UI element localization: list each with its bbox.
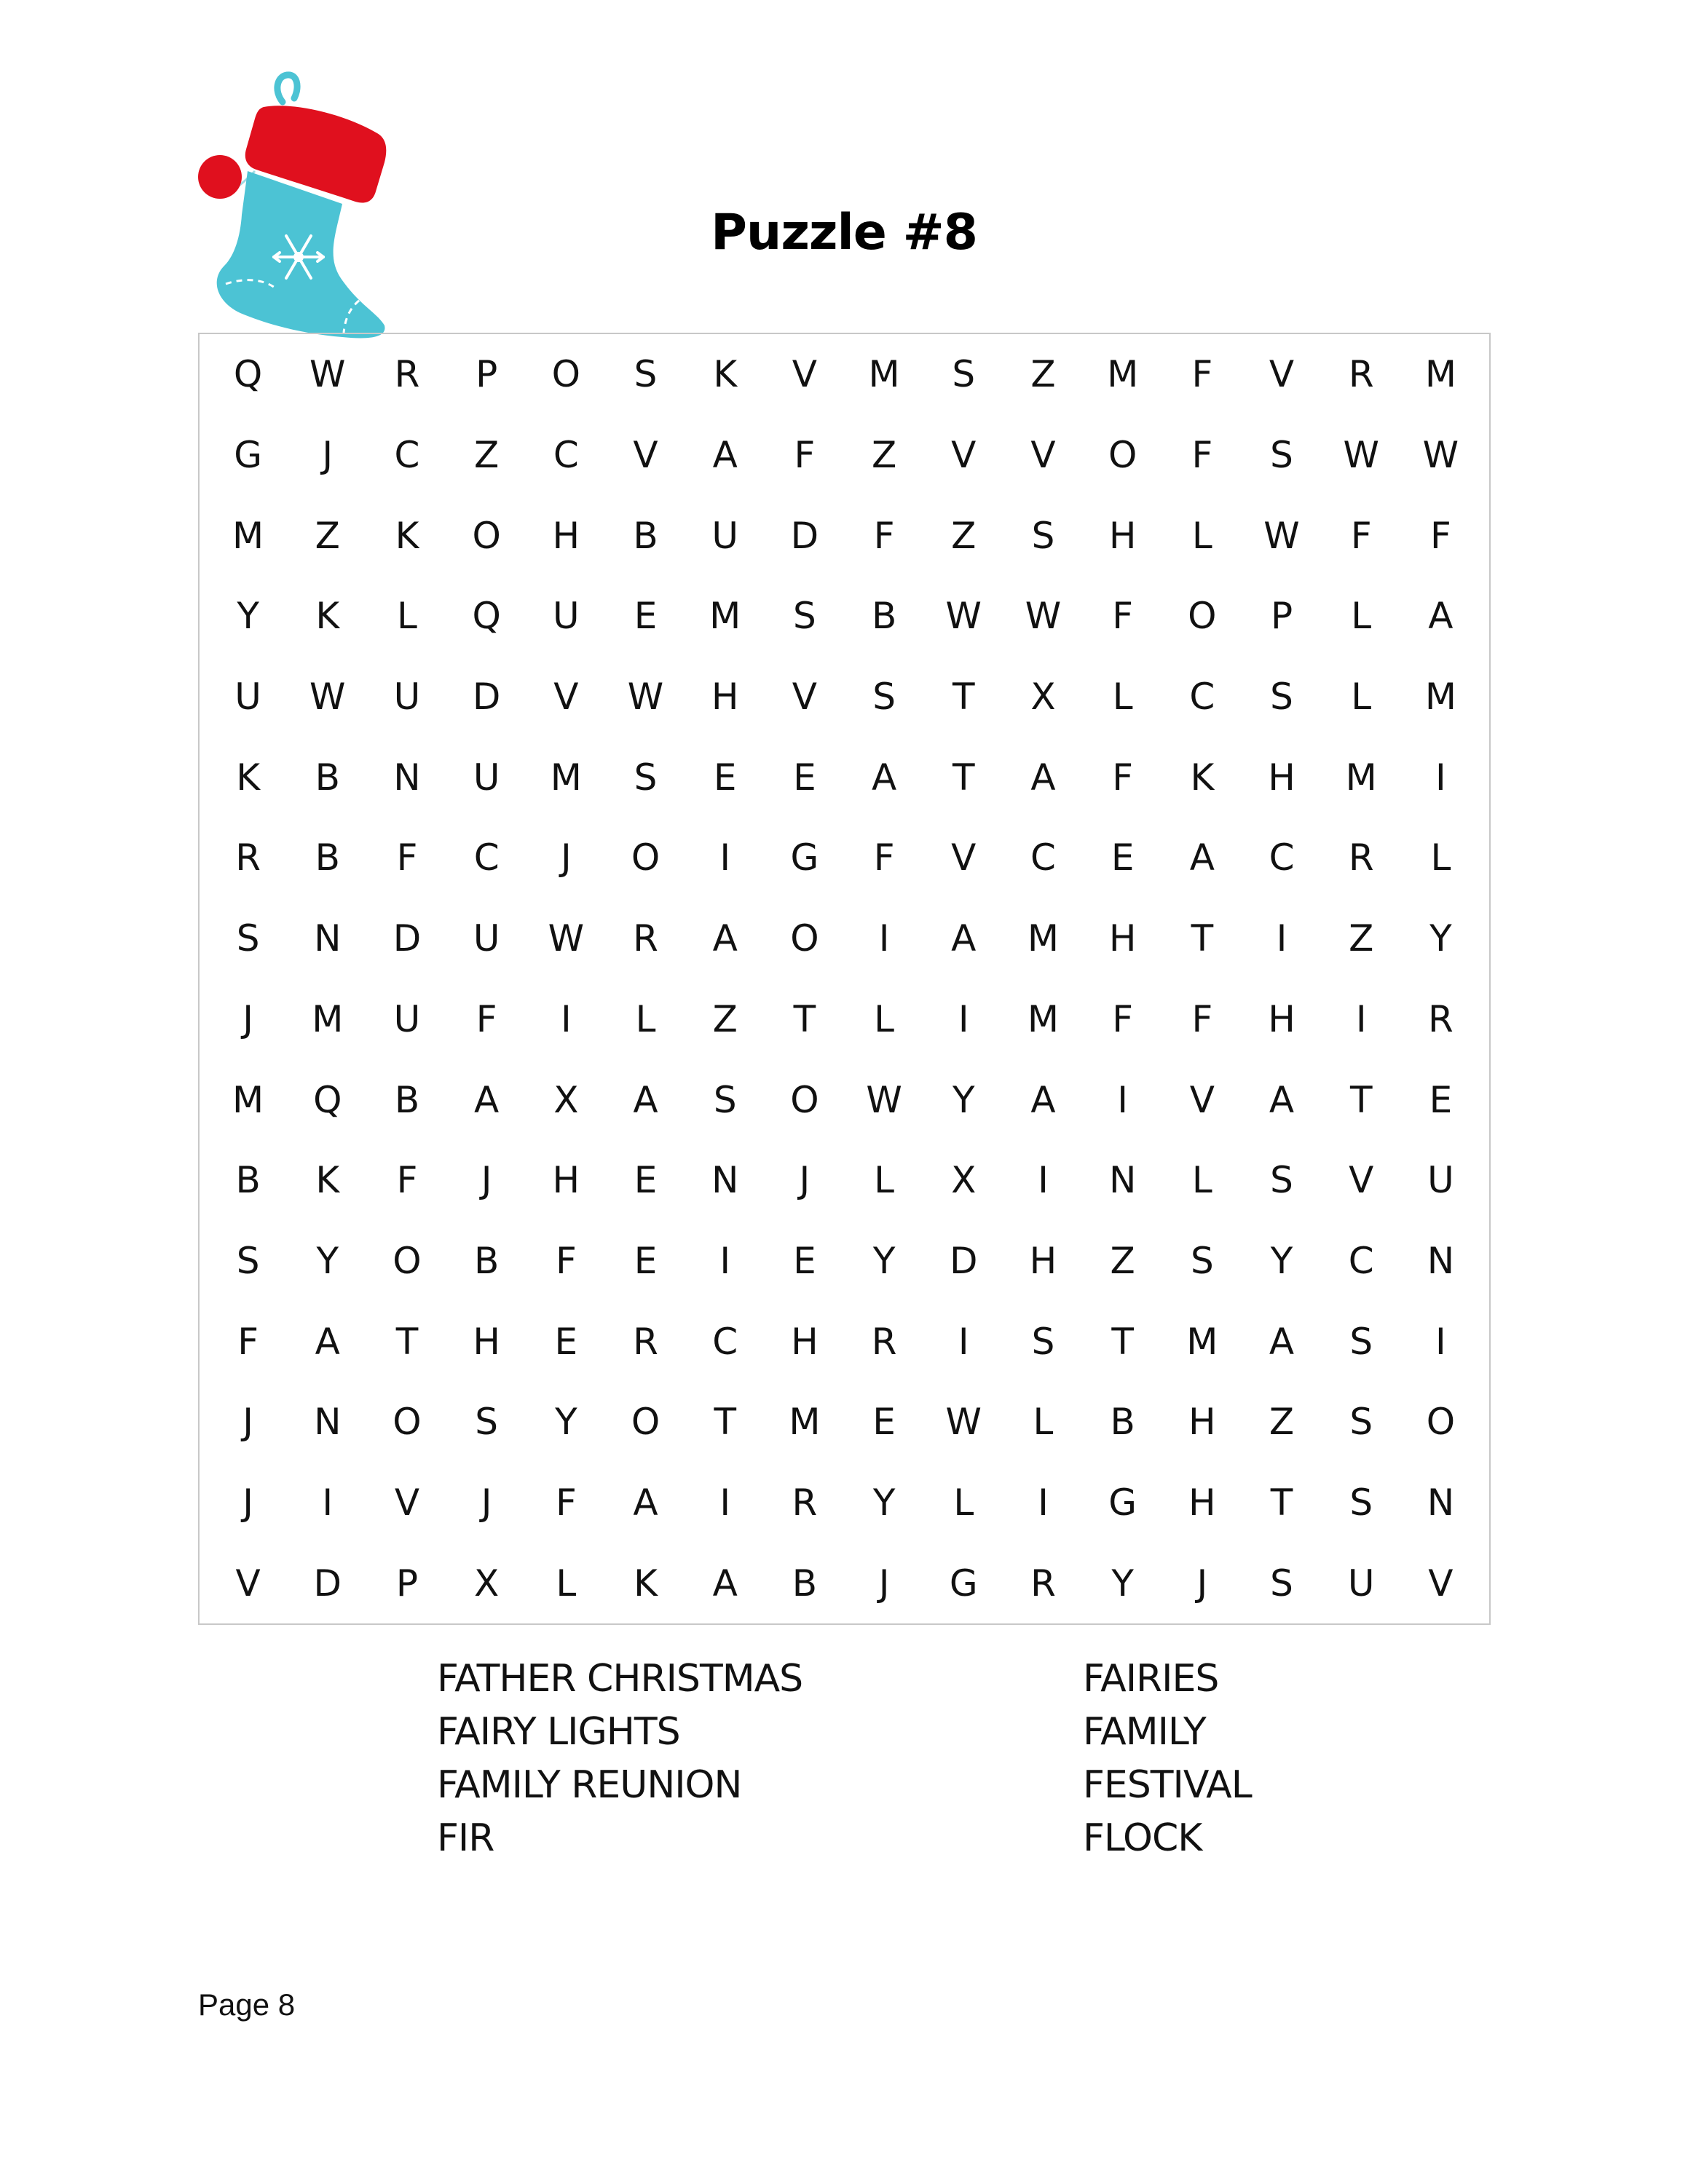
grid-letter[interactable]: R: [235, 836, 261, 879]
grid-letter[interactable]: P: [476, 353, 498, 396]
grid-letter[interactable]: F: [1191, 997, 1213, 1040]
grid-letter[interactable]: O: [790, 1078, 819, 1121]
grid-letter[interactable]: U: [393, 997, 421, 1040]
grid-letter[interactable]: J: [242, 1401, 253, 1444]
grid-letter[interactable]: S: [713, 1078, 737, 1121]
grid-letter[interactable]: H: [791, 1320, 819, 1363]
grid-letter[interactable]: T: [1111, 1320, 1134, 1363]
grid-letter[interactable]: S: [634, 756, 658, 799]
grid-letter[interactable]: S: [236, 1239, 260, 1282]
grid-letter[interactable]: I: [1276, 917, 1287, 960]
grid-letter[interactable]: N: [314, 917, 342, 960]
grid-letter[interactable]: O: [1188, 595, 1217, 638]
grid-letter[interactable]: J: [322, 434, 334, 477]
grid-letter[interactable]: A: [1030, 756, 1056, 799]
grid-letter[interactable]: T: [953, 676, 975, 719]
grid-letter[interactable]: L: [635, 997, 656, 1040]
grid-letter[interactable]: V: [1349, 1159, 1374, 1202]
search-word: FIR: [437, 1816, 494, 1860]
grid-letter[interactable]: Q: [233, 353, 263, 396]
grid-letter[interactable]: H: [552, 514, 580, 557]
grid-letter[interactable]: U: [1347, 1562, 1375, 1605]
grid-letter[interactable]: M: [232, 514, 264, 557]
grid-letter[interactable]: I: [878, 917, 890, 960]
grid-letter[interactable]: K: [315, 595, 340, 638]
grid-letter[interactable]: W: [1422, 434, 1459, 477]
grid-letter[interactable]: L: [1351, 595, 1372, 638]
grid-letter[interactable]: W: [1263, 514, 1300, 557]
grid-letter[interactable]: U: [473, 917, 500, 960]
grid-letter[interactable]: J: [481, 1159, 492, 1202]
grid-letter[interactable]: I: [719, 836, 731, 879]
grid-letter[interactable]: H: [1268, 756, 1295, 799]
grid-letter[interactable]: H: [473, 1320, 500, 1363]
grid-letter[interactable]: U: [711, 514, 739, 557]
grid-letter[interactable]: V: [951, 836, 977, 879]
grid-letter[interactable]: A: [1428, 595, 1454, 638]
search-word: FAIRY LIGHTS: [437, 1710, 680, 1754]
page-number: Page 8: [198, 1987, 296, 2022]
grid-letter[interactable]: E: [634, 1159, 658, 1202]
grid-letter[interactable]: N: [1108, 1159, 1137, 1202]
grid-letter[interactable]: H: [1029, 1239, 1057, 1282]
grid-letter[interactable]: Y: [953, 1078, 975, 1121]
grid-letter[interactable]: V: [633, 434, 658, 477]
grid-letter[interactable]: Q: [472, 595, 501, 638]
grid-letter[interactable]: K: [634, 1562, 658, 1605]
grid-letter[interactable]: N: [711, 1159, 739, 1202]
grid-letter[interactable]: A: [633, 1078, 658, 1121]
grid-letter[interactable]: H: [711, 676, 739, 719]
grid-letter[interactable]: Y: [555, 1401, 577, 1444]
grid-letter[interactable]: I: [1038, 1481, 1049, 1524]
grid-letter[interactable]: X: [474, 1562, 500, 1605]
grid-letter[interactable]: F: [476, 997, 497, 1040]
grid-letter[interactable]: Z: [1030, 353, 1056, 396]
grid-letter[interactable]: F: [1112, 997, 1134, 1040]
grid-letter[interactable]: T: [1270, 1481, 1293, 1524]
search-word: FESTIVAL: [1083, 1763, 1252, 1807]
grid-letter[interactable]: L: [556, 1562, 577, 1605]
grid-letter[interactable]: F: [794, 434, 816, 477]
word-list-right: [1083, 1653, 1252, 1865]
grid-letter[interactable]: R: [633, 917, 658, 960]
grid-letter[interactable]: L: [1430, 836, 1451, 879]
grid-letter[interactable]: F: [555, 1481, 577, 1524]
grid-letter[interactable]: Z: [315, 514, 340, 557]
grid-letter[interactable]: O: [472, 514, 501, 557]
grid-letter[interactable]: V: [553, 676, 579, 719]
grid-letter[interactable]: I: [1435, 1320, 1446, 1363]
grid-letter[interactable]: L: [397, 595, 417, 638]
grid-letter[interactable]: M: [1107, 353, 1139, 396]
grid-letter[interactable]: P: [1270, 595, 1293, 638]
grid-letter[interactable]: K: [1190, 756, 1215, 799]
grid-letter[interactable]: T: [953, 756, 975, 799]
grid-letter[interactable]: U: [393, 676, 421, 719]
grid-letter[interactable]: L: [874, 1159, 895, 1202]
grid-letter[interactable]: G: [790, 836, 819, 879]
grid-letter[interactable]: R: [633, 1320, 658, 1363]
grid-letter[interactable]: A: [1269, 1320, 1295, 1363]
grid-letter[interactable]: J: [242, 997, 253, 1040]
grid-letter[interactable]: T: [395, 1320, 419, 1363]
grid-letter[interactable]: E: [634, 1239, 658, 1282]
grid-letter[interactable]: N: [393, 756, 421, 799]
grid-letter[interactable]: B: [1110, 1401, 1135, 1444]
grid-letter[interactable]: Y: [1111, 1562, 1134, 1605]
grid-letter[interactable]: S: [1349, 1320, 1373, 1363]
grid-letter[interactable]: O: [790, 917, 819, 960]
grid-letter[interactable]: V: [1189, 1078, 1215, 1121]
grid-letter[interactable]: B: [235, 1159, 261, 1202]
grid-letter[interactable]: A: [712, 1562, 738, 1605]
grid-letter[interactable]: C: [394, 434, 420, 477]
grid-letter[interactable]: F: [237, 1320, 259, 1363]
grid-letter[interactable]: I: [1435, 756, 1446, 799]
grid-letter[interactable]: F: [873, 514, 895, 557]
grid-letter[interactable]: E: [1111, 836, 1135, 879]
grid-letter[interactable]: Z: [712, 997, 738, 1040]
grid-letter[interactable]: W: [945, 595, 982, 638]
grid-letter[interactable]: A: [951, 917, 977, 960]
grid-letter[interactable]: Y: [237, 595, 259, 638]
grid-letter[interactable]: D: [472, 676, 501, 719]
grid-letter[interactable]: G: [1108, 1481, 1137, 1524]
grid-letter[interactable]: G: [234, 434, 262, 477]
grid-letter[interactable]: E: [634, 595, 658, 638]
grid-letter[interactable]: C: [712, 1320, 738, 1363]
grid-letter[interactable]: L: [1191, 514, 1212, 557]
grid-letter[interactable]: J: [878, 1562, 890, 1605]
grid-letter[interactable]: B: [474, 1239, 500, 1282]
grid-letter[interactable]: U: [1427, 1159, 1454, 1202]
grid-letter[interactable]: F: [1112, 756, 1134, 799]
grid-letter[interactable]: Z: [1349, 917, 1374, 960]
grid-letter[interactable]: M: [1424, 353, 1456, 396]
grid-letter[interactable]: M: [789, 1401, 821, 1444]
grid-letter[interactable]: M: [312, 997, 344, 1040]
grid-letter[interactable]: I: [1117, 1078, 1129, 1121]
letter-grid: [198, 333, 1491, 1625]
grid-letter[interactable]: R: [871, 1320, 897, 1363]
grid-letter[interactable]: U: [234, 676, 261, 719]
grid-letter[interactable]: X: [553, 1078, 579, 1121]
grid-letter[interactable]: S: [475, 1401, 499, 1444]
grid-letter[interactable]: L: [1191, 1159, 1212, 1202]
grid-letter[interactable]: J: [560, 836, 572, 879]
grid-letter[interactable]: T: [1349, 1078, 1373, 1121]
grid-letter[interactable]: I: [1355, 997, 1367, 1040]
grid-letter[interactable]: F: [396, 1159, 418, 1202]
grid-letter[interactable]: L: [953, 1481, 974, 1524]
grid-letter[interactable]: C: [473, 836, 500, 879]
grid-letter[interactable]: I: [719, 1481, 731, 1524]
grid-letter[interactable]: B: [394, 1078, 420, 1121]
word-list-left: [437, 1653, 802, 1865]
grid-letter[interactable]: Z: [1269, 1401, 1295, 1444]
grid-letter[interactable]: E: [1429, 1078, 1453, 1121]
grid-letter[interactable]: J: [799, 1159, 811, 1202]
grid-letter[interactable]: R: [792, 1481, 818, 1524]
grid-letter[interactable]: L: [1033, 1401, 1054, 1444]
search-word: FATHER CHRISTMAS: [437, 1657, 803, 1701]
grid-letter[interactable]: O: [393, 1401, 422, 1444]
grid-letter[interactable]: V: [235, 1562, 261, 1605]
grid-letter[interactable]: M: [232, 1078, 264, 1121]
grid-letter[interactable]: F: [1430, 514, 1451, 557]
grid-letter[interactable]: I: [1038, 1159, 1049, 1202]
grid-letter[interactable]: U: [473, 756, 500, 799]
grid-letter[interactable]: K: [713, 353, 738, 396]
grid-letter[interactable]: M: [550, 756, 582, 799]
grid-letter[interactable]: S: [1031, 514, 1055, 557]
grid-letter[interactable]: S: [634, 353, 658, 396]
grid-letter[interactable]: C: [1269, 836, 1295, 879]
grid-letter[interactable]: W: [866, 1078, 902, 1121]
search-word: FAIRIES: [1083, 1657, 1219, 1701]
grid-letter[interactable]: A: [633, 1481, 658, 1524]
grid-letter[interactable]: F: [1112, 595, 1134, 638]
grid-letter[interactable]: W: [548, 917, 585, 960]
grid-letter[interactable]: X: [1030, 676, 1056, 719]
grid-letter[interactable]: Y: [872, 1481, 896, 1524]
grid-letter[interactable]: F: [1191, 353, 1213, 396]
grid-letter[interactable]: D: [790, 514, 819, 557]
grid-letter[interactable]: S: [1349, 1481, 1373, 1524]
grid-letter[interactable]: O: [631, 1401, 660, 1444]
grid-letter[interactable]: K: [315, 1159, 340, 1202]
grid-letter[interactable]: A: [871, 756, 897, 799]
search-word: FAMILY: [1083, 1710, 1206, 1754]
grid-letter[interactable]: S: [236, 917, 260, 960]
grid-letter[interactable]: B: [315, 836, 340, 879]
grid-letter[interactable]: P: [395, 1562, 419, 1605]
grid-letter[interactable]: M: [1027, 917, 1060, 960]
grid-letter[interactable]: W: [309, 353, 346, 396]
grid-letter[interactable]: S: [1270, 676, 1293, 719]
grid-letter[interactable]: Q: [313, 1078, 342, 1121]
grid-letter[interactable]: J: [481, 1481, 492, 1524]
grid-letter[interactable]: B: [871, 595, 897, 638]
grid-letter[interactable]: S: [872, 676, 896, 719]
grid-letter[interactable]: I: [560, 997, 572, 1040]
grid-letter[interactable]: V: [792, 353, 818, 396]
grid-letter[interactable]: M: [1345, 756, 1377, 799]
grid-letter[interactable]: K: [236, 756, 260, 799]
grid-letter[interactable]: H: [552, 1159, 580, 1202]
search-word: FLOCK: [1083, 1816, 1202, 1860]
grid-letter[interactable]: F: [1350, 514, 1372, 557]
grid-letter[interactable]: F: [1191, 434, 1213, 477]
grid-letter[interactable]: J: [1196, 1562, 1208, 1605]
grid-letter[interactable]: M: [709, 595, 741, 638]
grid-letter[interactable]: H: [1268, 997, 1295, 1040]
grid-letter[interactable]: F: [396, 836, 418, 879]
grid-letter[interactable]: C: [1348, 1239, 1374, 1282]
grid-letter[interactable]: V: [1269, 353, 1295, 396]
puzzle-title: Puzzle #8: [711, 204, 977, 261]
grid-letter[interactable]: K: [395, 514, 419, 557]
grid-letter[interactable]: R: [394, 353, 420, 396]
grid-letter[interactable]: Y: [1270, 1239, 1293, 1282]
grid-letter[interactable]: W: [1343, 434, 1379, 477]
grid-letter[interactable]: G: [949, 1562, 978, 1605]
grid-letter[interactable]: T: [714, 1401, 736, 1444]
grid-letter[interactable]: H: [1108, 917, 1137, 960]
grid-letter[interactable]: V: [1030, 434, 1056, 477]
grid-letter[interactable]: V: [792, 676, 818, 719]
grid-letter[interactable]: A: [1269, 1078, 1295, 1121]
grid-letter[interactable]: D: [950, 1239, 978, 1282]
grid-letter[interactable]: V: [1428, 1562, 1454, 1605]
grid-letter[interactable]: R: [1348, 353, 1374, 396]
grid-letter[interactable]: I: [719, 1239, 731, 1282]
grid-letter[interactable]: S: [1270, 434, 1293, 477]
grid-letter[interactable]: H: [1108, 514, 1137, 557]
grid-letter[interactable]: Z: [951, 514, 977, 557]
grid-letter[interactable]: U: [553, 595, 580, 638]
grid-letter[interactable]: A: [1189, 836, 1215, 879]
grid-letter[interactable]: I: [958, 1320, 969, 1363]
grid-letter[interactable]: H: [1188, 1401, 1216, 1444]
grid-letter[interactable]: C: [1189, 676, 1215, 719]
grid-letter[interactable]: S: [1270, 1562, 1293, 1605]
grid-letter[interactable]: D: [313, 1562, 342, 1605]
grid-letter[interactable]: Z: [871, 434, 897, 477]
christmas-stocking-icon: [197, 62, 401, 339]
grid-letter[interactable]: V: [394, 1481, 420, 1524]
grid-letter[interactable]: S: [1190, 1239, 1214, 1282]
grid-letter[interactable]: S: [793, 595, 816, 638]
grid-letter[interactable]: A: [1030, 1078, 1056, 1121]
grid-letter[interactable]: L: [1351, 676, 1372, 719]
grid-letter[interactable]: M: [868, 353, 900, 396]
grid-letter[interactable]: W: [1025, 595, 1062, 638]
grid-letter[interactable]: I: [958, 997, 969, 1040]
grid-letter[interactable]: J: [242, 1481, 253, 1524]
grid-letter[interactable]: W: [309, 676, 346, 719]
grid-letter[interactable]: R: [1428, 997, 1454, 1040]
grid-letter[interactable]: Z: [474, 434, 500, 477]
grid-letter[interactable]: B: [633, 514, 658, 557]
grid-letter[interactable]: W: [945, 1401, 982, 1444]
grid-letter[interactable]: X: [951, 1159, 977, 1202]
grid-letter[interactable]: R: [1348, 836, 1374, 879]
grid-letter[interactable]: H: [1188, 1481, 1216, 1524]
grid-letter[interactable]: V: [951, 434, 977, 477]
grid-letter[interactable]: N: [1427, 1239, 1455, 1282]
grid-letter[interactable]: O: [393, 1239, 422, 1282]
grid-letter[interactable]: B: [315, 756, 340, 799]
grid-letter[interactable]: E: [793, 756, 816, 799]
grid-letter[interactable]: D: [393, 917, 422, 960]
grid-letter[interactable]: S: [1349, 1401, 1373, 1444]
grid-letter[interactable]: A: [474, 1078, 500, 1121]
grid-letter[interactable]: A: [712, 917, 738, 960]
grid-letter[interactable]: S: [1270, 1159, 1293, 1202]
grid-letter[interactable]: R: [1030, 1562, 1056, 1605]
grid-letter[interactable]: Y: [316, 1239, 339, 1282]
grid-letter[interactable]: O: [1426, 1401, 1456, 1444]
grid-letter[interactable]: M: [1424, 676, 1456, 719]
search-word: FAMILY REUNION: [437, 1763, 742, 1807]
grid-letter[interactable]: I: [322, 1481, 334, 1524]
grid-letter[interactable]: F: [555, 1239, 577, 1282]
grid-letter[interactable]: B: [792, 1562, 818, 1605]
grid-letter[interactable]: C: [1030, 836, 1056, 879]
grid-letter[interactable]: E: [713, 756, 737, 799]
grid-letter[interactable]: C: [553, 434, 579, 477]
grid-letter[interactable]: L: [1112, 676, 1133, 719]
grid-letter[interactable]: S: [1031, 1320, 1055, 1363]
grid-letter[interactable]: M: [1027, 997, 1060, 1040]
grid-letter[interactable]: S: [952, 353, 976, 396]
grid-letter[interactable]: A: [315, 1320, 340, 1363]
grid-letter[interactable]: E: [793, 1239, 816, 1282]
grid-letter[interactable]: T: [793, 997, 816, 1040]
grid-letter[interactable]: E: [872, 1401, 896, 1444]
grid-letter[interactable]: O: [1108, 434, 1137, 477]
grid-letter[interactable]: W: [627, 676, 664, 719]
grid-letter[interactable]: O: [551, 353, 581, 396]
grid-letter[interactable]: O: [631, 836, 660, 879]
grid-letter[interactable]: E: [554, 1320, 578, 1363]
grid-letter[interactable]: M: [1186, 1320, 1218, 1363]
grid-letter[interactable]: Z: [1110, 1239, 1135, 1282]
grid-letter[interactable]: Y: [1429, 917, 1452, 960]
grid-letter[interactable]: T: [1191, 917, 1214, 960]
grid-letter[interactable]: Y: [872, 1239, 896, 1282]
grid-letter[interactable]: A: [712, 434, 738, 477]
grid-letter[interactable]: F: [873, 836, 895, 879]
grid-letter[interactable]: N: [1427, 1481, 1455, 1524]
grid-letter[interactable]: L: [874, 997, 895, 1040]
grid-letter[interactable]: N: [314, 1401, 342, 1444]
